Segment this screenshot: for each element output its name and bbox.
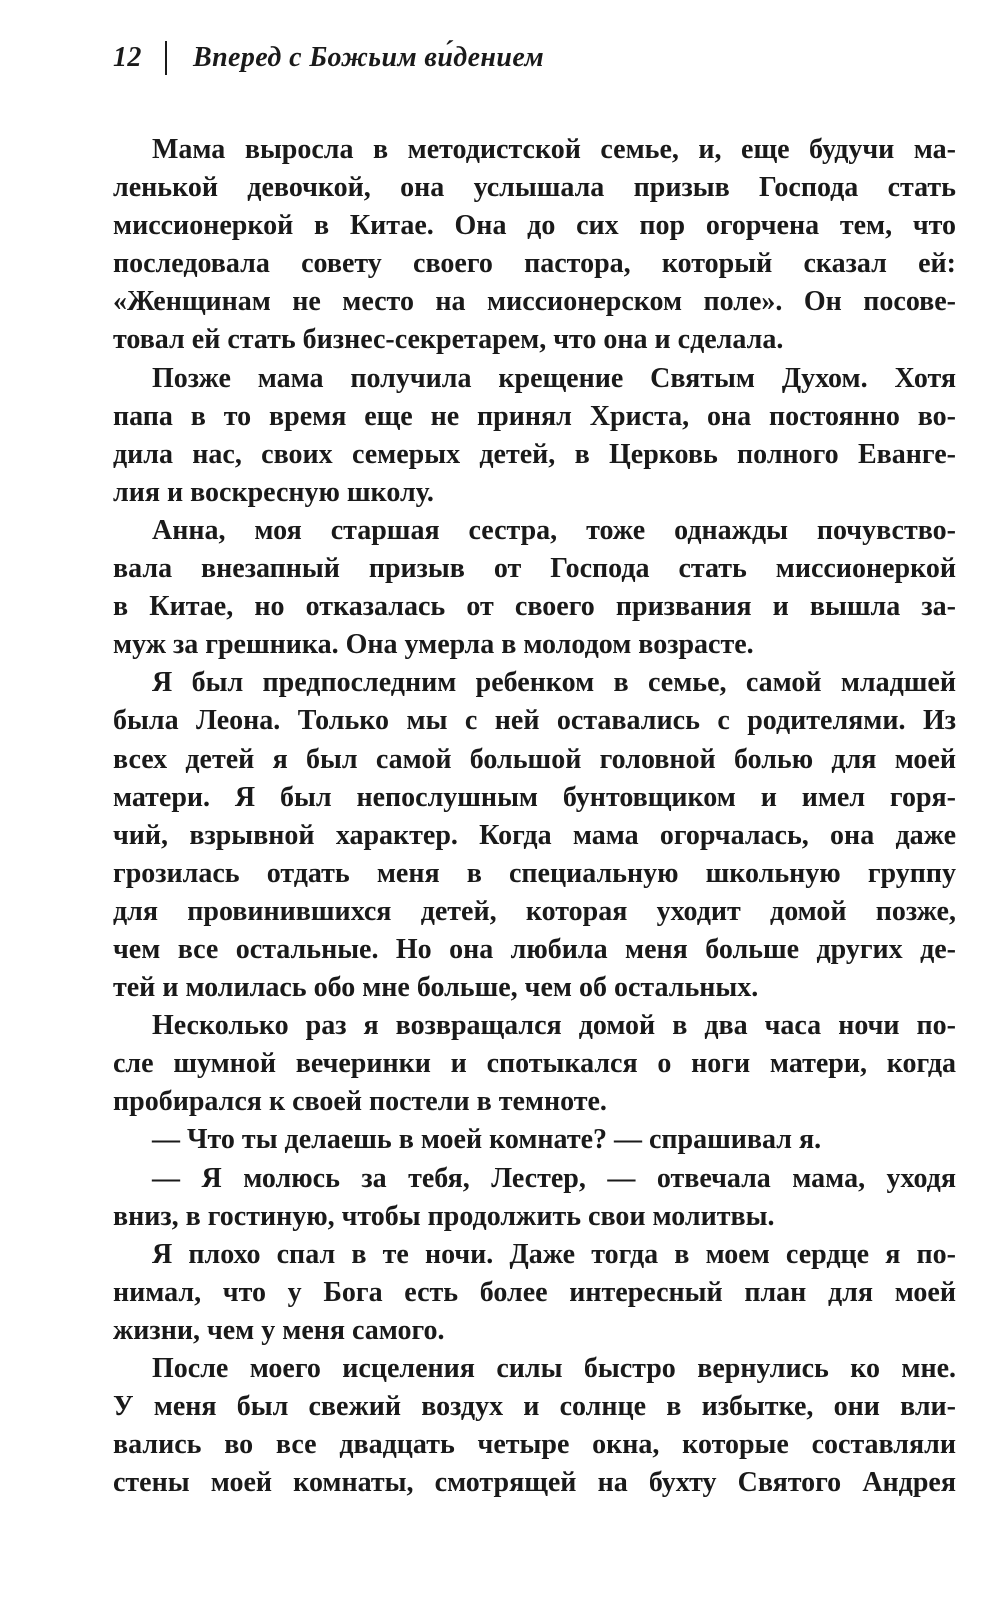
text-line: вались во все двадцать четыре окна, которые составляли [113, 1429, 956, 1461]
text-line: грозилась отдать меня в специальную школьную группу [113, 857, 956, 889]
text-line: У меня был свежий воздух и солнце в избытке, они вли- [113, 1391, 956, 1423]
text-line: После моего исцеления силы быстро вернулись ко мне. [152, 1353, 956, 1384]
text-line: всех детей я был самой большой головной болью для моей [113, 743, 956, 775]
text-line: лия и воскресную школу. [113, 476, 434, 508]
header-divider [165, 41, 167, 75]
running-header [113, 38, 544, 78]
text-line: чий, взрывной характер. Когда мама огорчалась, она даже [113, 819, 956, 851]
text-line: пробирался к своей постели в темноте. [113, 1086, 607, 1118]
text-line: товал ей стать бизнес-секретарем, что она и сделала. [113, 324, 784, 356]
text-line: вала внезапный призыв от Господа стать миссионеркой [113, 553, 956, 585]
body-text [113, 131, 956, 1502]
paragraph [113, 1007, 956, 1121]
text-line: «Женщинам не место на миссионерском поле». Он посове- [113, 286, 956, 318]
text-line: чем все остальные. Но она любила меня больше других де- [113, 933, 956, 965]
text-line: Мама выросла в методистской семье, и, еще будучи ма- [152, 134, 956, 165]
dialogue-line [113, 1121, 956, 1159]
text-line: Несколько раз я возвращался домой в два часа ночи по- [152, 1010, 956, 1042]
text-line: вниз, в гостиную, чтобы продолжить свои молитвы. [113, 1200, 775, 1232]
text-line: Я был предпоследним ребенком в семье, самой младшей [152, 667, 956, 699]
text-line: ленькой девочкой, она услышала призыв Господа стать [113, 172, 956, 204]
text-line: была Леона. Только мы с ней оставались с родителями. Из [113, 705, 956, 737]
text-line: дила нас, своих семерых детей, в Церковь полного Еванге- [113, 438, 956, 470]
paragraph [113, 360, 956, 512]
text-line: муж за грешника. Она умерла в молодом возрасте. [113, 629, 754, 661]
text-line: папа в то время еще не принял Христа, она постоянно во- [113, 400, 956, 432]
text-line: — Что ты делаешь в моей комнате? — спрашивал я. [152, 1124, 822, 1156]
text-line: Анна, моя старшая сестра, тоже однажды почувство- [152, 514, 956, 546]
text-line: миссионеркой в Китае. Она до сих пор огорчена тем, что [113, 210, 956, 242]
text-line: матери. Я был непослушным бунтовщиком и имел горя- [113, 781, 956, 813]
dialogue-line [113, 1160, 956, 1236]
paragraph [113, 1236, 956, 1350]
running-title: Вперед с Божьим ви́дением [193, 42, 545, 73]
text-line: тей и молилась обо мне больше, чем об остальных. [113, 972, 759, 1004]
text-line: последовала совету своего пастора, который сказал ей: [113, 248, 956, 280]
text-line: нимал, что у Бога есть более интересный план для моей [113, 1276, 956, 1308]
paragraph [113, 131, 956, 360]
text-line: сле шумной вечеринки и спотыкался о ноги матери, когда [113, 1048, 956, 1080]
text-line: — Я молюсь за тебя, Лестер, — отвечала мама, уходя [152, 1162, 956, 1194]
text-line: жизни, чем у меня самого. [113, 1314, 445, 1346]
text-line: стены моей комнаты, смотрящей на бухту Святого Андрея [113, 1467, 956, 1499]
text-line: для провинившихся детей, которая уходит домой позже, [113, 895, 956, 927]
text-line: Я плохо спал в те ночи. Даже тогда в моем сердце я по- [152, 1238, 956, 1270]
text-line: в Китае, но отказалась от своего призвания и вышла за- [113, 591, 956, 623]
paragraph [113, 1350, 956, 1502]
paragraph [113, 512, 956, 664]
paragraph [113, 664, 956, 1007]
page-number: 12 [113, 42, 142, 73]
text-line: Позже мама получила крещение Святым Духом. Хотя [152, 362, 956, 394]
